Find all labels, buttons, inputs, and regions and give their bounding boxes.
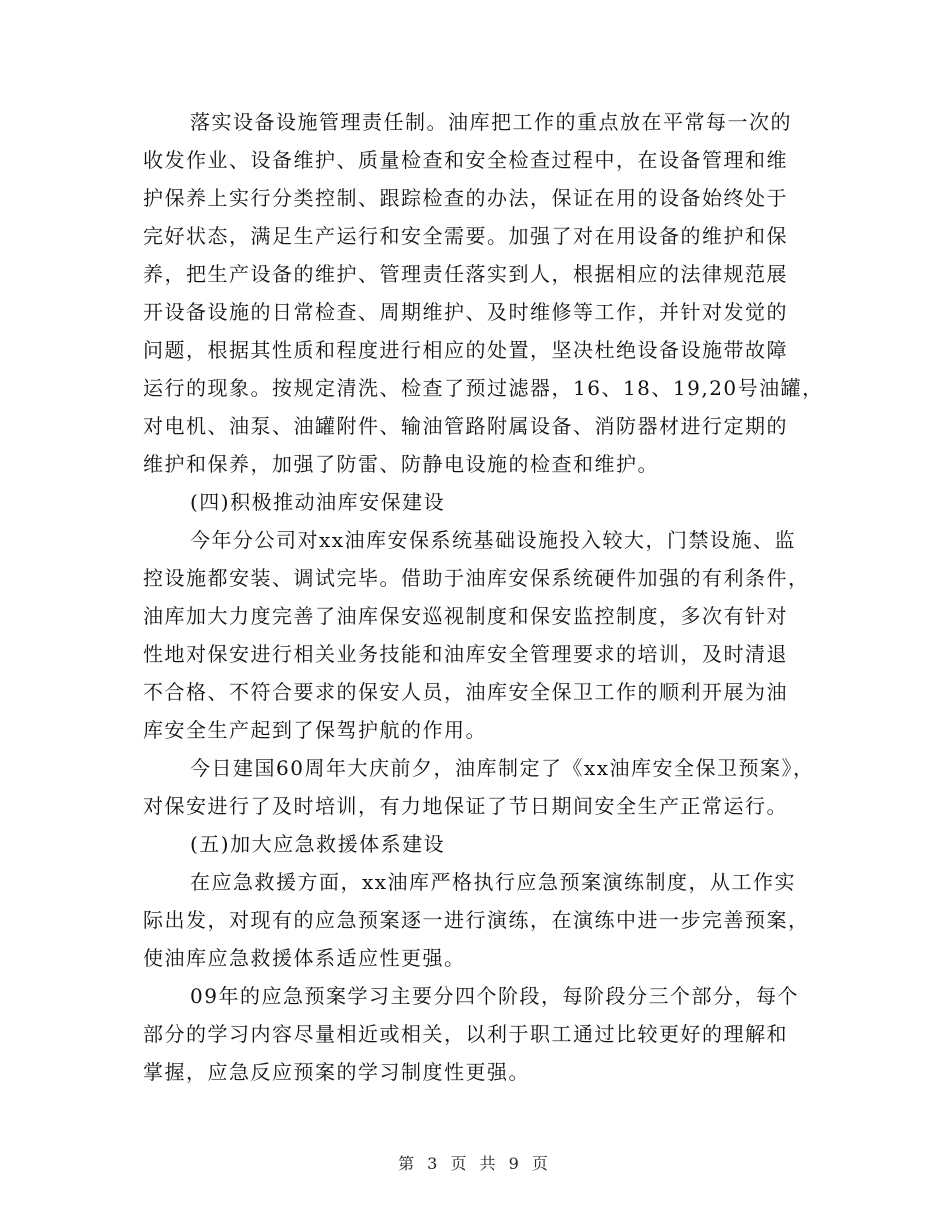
text-line: 完好状态，满足生产运行和安全需要。加强了对在用设备的维护和保 <box>143 224 788 248</box>
text-line: 护保养上实行分类控制、跟踪检查的办法，保证在用的设备始终处于 <box>143 186 788 210</box>
section-heading: (四)积极推动油库安保建设 <box>190 490 446 514</box>
text-line: 性地对保安进行相关业务技能和油库安全管理要求的培训，及时清退 <box>143 642 788 666</box>
text-line: 不合格、不符合要求的保安人员，油库安全保卫工作的顺利开展为油 <box>143 680 788 704</box>
text-line: 运行的现象。按规定清洗、检查了预过滤器，16、18、19,20号油罐， <box>143 376 824 400</box>
text-line: 养，把生产设备的维护、管理责任落实到人，根据相应的法律规范展 <box>143 262 788 286</box>
text-line: 对保安进行了及时培训，有力地保证了节日期间安全生产正常运行。 <box>143 794 788 818</box>
text-line: 控设施都安装、调试完毕。借助于油库安保系统硬件加强的有利条件， <box>143 566 810 590</box>
text-line: 掌握，应急反应预案的学习制度性更强。 <box>143 1060 530 1084</box>
text-line: 落实设备设施管理责任制。油库把工作的重点放在平常每一次的 <box>190 110 792 134</box>
text-line: 今年分公司对xx油库安保系统基础设施投入较大，门禁设施、监 <box>190 528 797 552</box>
text-line: 际出发，对现有的应急预案逐一进行演练，在演练中进一步完善预案， <box>143 908 810 932</box>
text-line: 问题，根据其性质和程度进行相应的处置，坚决杜绝设备设施带故障 <box>143 338 788 362</box>
text-line: 开设备设施的日常检查、周期维护、及时维修等工作，并针对发觉的 <box>143 300 788 324</box>
page-number-footer: 第 3 页 共 9 页 <box>398 1154 552 1173</box>
text-line: 维护和保养，加强了防雷、防静电设施的检查和维护。 <box>143 452 659 476</box>
text-line: 收发作业、设备维护、质量检查和安全检查过程中，在设备管理和维 <box>143 148 788 172</box>
text-line: 库安全生产起到了保驾护航的作用。 <box>143 718 487 742</box>
text-line: 使油库应急救援体系适应性更强。 <box>143 946 466 970</box>
text-line: 今日建国60周年大庆前夕，油库制定了《xx油库安全保卫预案》， <box>190 756 815 780</box>
text-line: 油库加大力度完善了油库保安巡视制度和保安监控制度，多次有针对 <box>143 604 788 628</box>
text-line: 09年的应急预案学习主要分四个阶段，每阶段分三个部分，每个 <box>190 984 799 1008</box>
text-line: 对电机、油泵、油罐附件、输油管路附属设备、消防器材进行定期的 <box>143 414 788 438</box>
text-line: 部分的学习内容尽量相近或相关，以利于职工通过比较更好的理解和 <box>143 1022 788 1046</box>
section-heading: (五)加大应急救援体系建设 <box>190 832 446 856</box>
text-line: 在应急救援方面，xx油库严格执行应急预案演练制度，从工作实 <box>190 870 797 894</box>
